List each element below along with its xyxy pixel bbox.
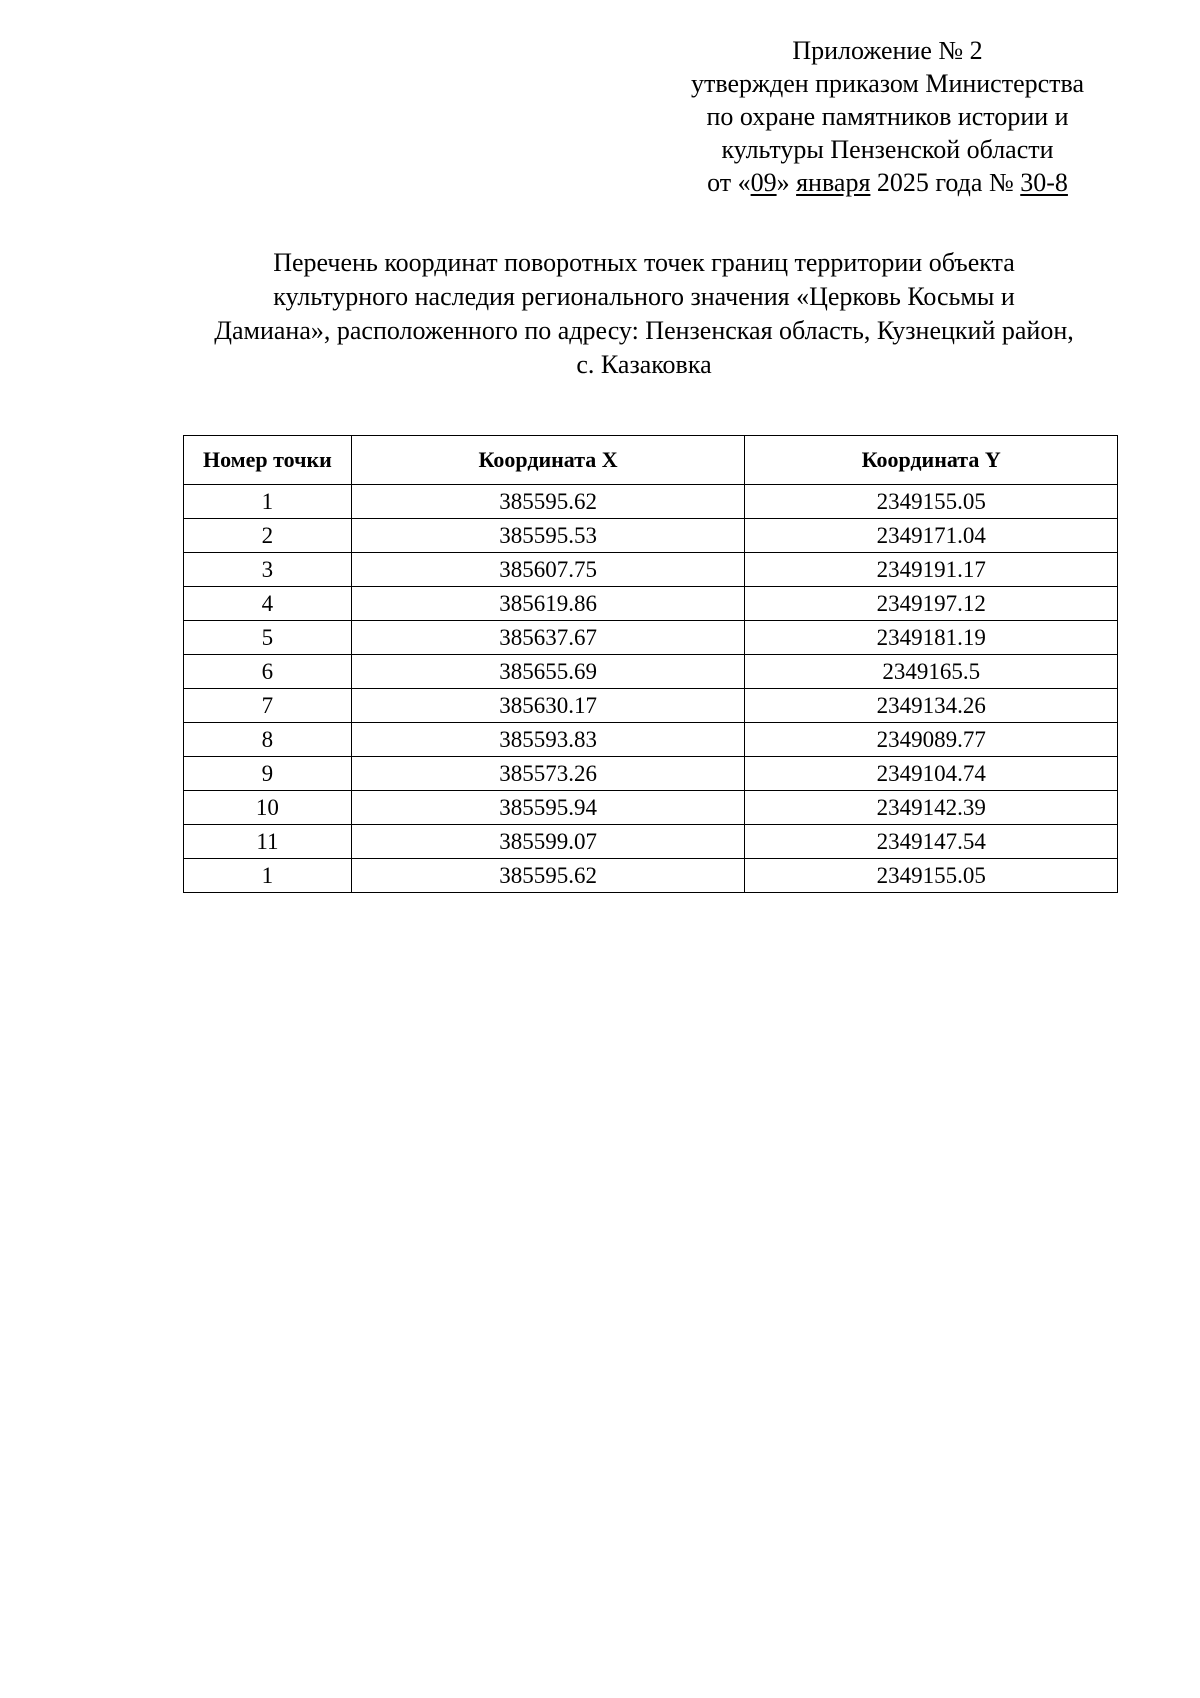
table-row xyxy=(184,757,1118,791)
coordinate-x: 385595.94 xyxy=(351,791,745,825)
point-number: 1 xyxy=(184,859,352,893)
point-number: 6 xyxy=(184,655,352,689)
date-day: 09 xyxy=(750,168,777,197)
coordinate-y: 2349155.05 xyxy=(745,485,1118,519)
title-line: культурного наследия регионального значения «Церковь Косьмы и xyxy=(273,282,1015,311)
date-month: января xyxy=(796,168,871,197)
table-row xyxy=(184,587,1118,621)
coordinate-x: 385655.69 xyxy=(351,655,745,689)
coordinate-y: 2349104.74 xyxy=(745,757,1118,791)
appendix-line: по охране памятников истории и xyxy=(706,102,1069,131)
appendix-line: утвержден приказом Министерства xyxy=(690,69,1085,98)
point-number: 4 xyxy=(184,587,352,621)
appendix-line: Приложение № 2 xyxy=(792,36,983,65)
point-number: 11 xyxy=(184,825,352,859)
date-prefix: от « xyxy=(707,168,751,197)
point-number: 2 xyxy=(184,519,352,553)
table-row xyxy=(184,825,1118,859)
date-year: 2025 года № xyxy=(870,168,1021,197)
point-number: 10 xyxy=(184,791,352,825)
table-header-row xyxy=(184,436,1118,485)
coordinate-x: 385637.67 xyxy=(351,621,745,655)
coordinate-x: 385619.86 xyxy=(351,587,745,621)
table-row xyxy=(184,553,1118,587)
date-mid: » xyxy=(776,168,797,197)
coordinate-x: 385573.26 xyxy=(351,757,745,791)
coordinate-x: 385595.53 xyxy=(351,519,745,553)
appendix-line: культуры Пензенской области xyxy=(721,135,1054,164)
table-row xyxy=(184,485,1118,519)
appendix-date-line xyxy=(660,166,1115,199)
coordinate-y: 2349147.54 xyxy=(745,825,1118,859)
header-point-number: Номер точки xyxy=(184,436,352,485)
point-number: 7 xyxy=(184,689,352,723)
coordinate-y: 2349142.39 xyxy=(745,791,1118,825)
title-line: Перечень координат поворотных точек границ территории объекта xyxy=(273,248,1015,277)
coordinate-x: 385607.75 xyxy=(351,553,745,587)
coordinate-x: 385595.62 xyxy=(351,485,745,519)
appendix-header xyxy=(660,34,1115,199)
coordinate-y: 2349089.77 xyxy=(745,723,1118,757)
header-coordinate-x: Координата X xyxy=(351,436,745,485)
point-number: 5 xyxy=(184,621,352,655)
coordinate-x: 385630.17 xyxy=(351,689,745,723)
coordinate-x: 385593.83 xyxy=(351,723,745,757)
coordinate-x: 385595.62 xyxy=(351,859,745,893)
table-row xyxy=(184,859,1118,893)
coordinate-y: 2349165.5 xyxy=(745,655,1118,689)
coordinate-y: 2349197.12 xyxy=(745,587,1118,621)
coordinate-y: 2349191.17 xyxy=(745,553,1118,587)
coordinate-y: 2349181.19 xyxy=(745,621,1118,655)
table-row xyxy=(184,723,1118,757)
document-title xyxy=(160,246,1128,382)
order-number: 30-8 xyxy=(1020,168,1068,197)
table-row xyxy=(184,689,1118,723)
coordinate-x: 385599.07 xyxy=(351,825,745,859)
coordinate-y: 2349155.05 xyxy=(745,859,1118,893)
point-number: 1 xyxy=(184,485,352,519)
table-row xyxy=(184,621,1118,655)
coordinate-y: 2349134.26 xyxy=(745,689,1118,723)
point-number: 9 xyxy=(184,757,352,791)
title-line: Дамиана», расположенного по адресу: Пензенская область, Кузнецкий район, xyxy=(214,316,1074,345)
coordinate-y: 2349171.04 xyxy=(745,519,1118,553)
table-row xyxy=(184,519,1118,553)
point-number: 8 xyxy=(184,723,352,757)
point-number: 3 xyxy=(184,553,352,587)
table-row xyxy=(184,791,1118,825)
table-row xyxy=(184,655,1118,689)
header-coordinate-y: Координата Y xyxy=(745,436,1118,485)
title-line: с. Казаковка xyxy=(576,350,712,379)
coordinates-table xyxy=(183,435,1118,893)
